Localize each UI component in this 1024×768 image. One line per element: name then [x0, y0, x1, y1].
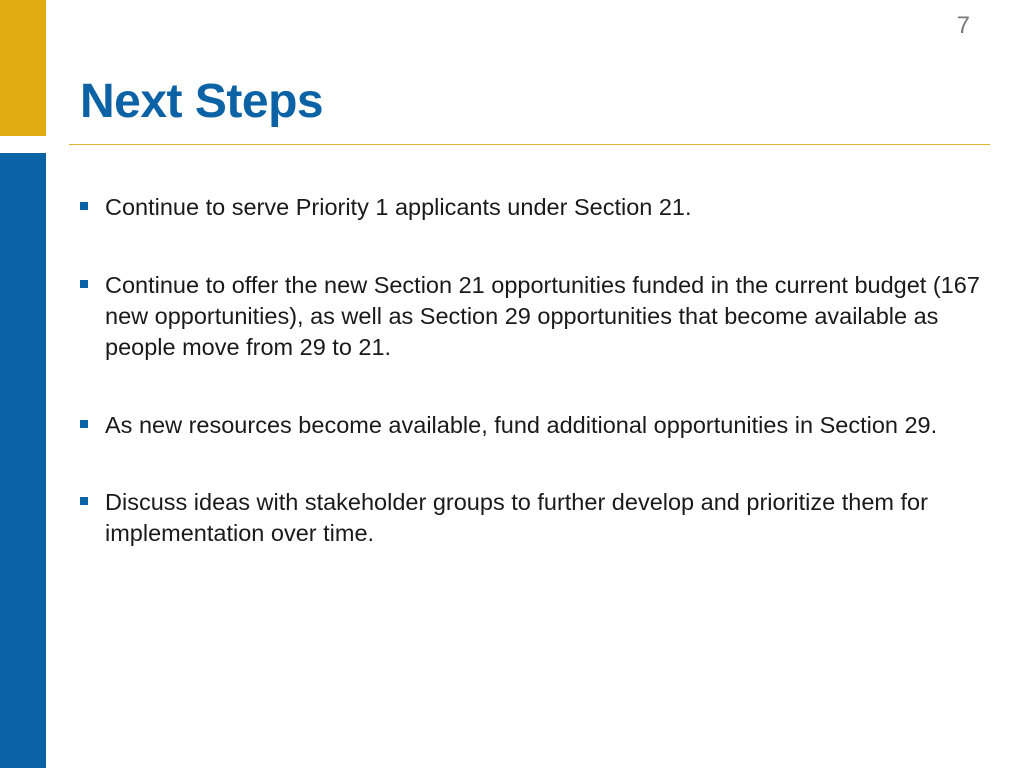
page-number: 7 [956, 12, 970, 39]
square-bullet-icon [80, 280, 88, 288]
list-item [80, 270, 980, 363]
bullet-text: As new resources become available, fund additional opportunities in Section 29. [105, 412, 938, 438]
bullet-list [80, 192, 980, 549]
title-divider [69, 144, 990, 145]
list-item [80, 487, 980, 549]
list-item [80, 410, 980, 441]
gold-accent-bar [0, 0, 46, 136]
square-bullet-icon [80, 202, 88, 210]
bullet-text: Continue to offer the new Section 21 opportunities funded in the current budget (167 new opportunities), as well as Section 29 opportunities that become available as people move from 29 to 21. [105, 272, 980, 360]
square-bullet-icon [80, 420, 88, 428]
bullet-text: Discuss ideas with stakeholder groups to further develop and prioritize them for implementation over time. [105, 489, 928, 546]
list-item [80, 192, 980, 223]
page-title: Next Steps [80, 75, 324, 128]
bullet-text: Continue to serve Priority 1 applicants under Section 21. [105, 194, 692, 220]
square-bullet-icon [80, 497, 88, 505]
blue-accent-bar [0, 153, 46, 768]
